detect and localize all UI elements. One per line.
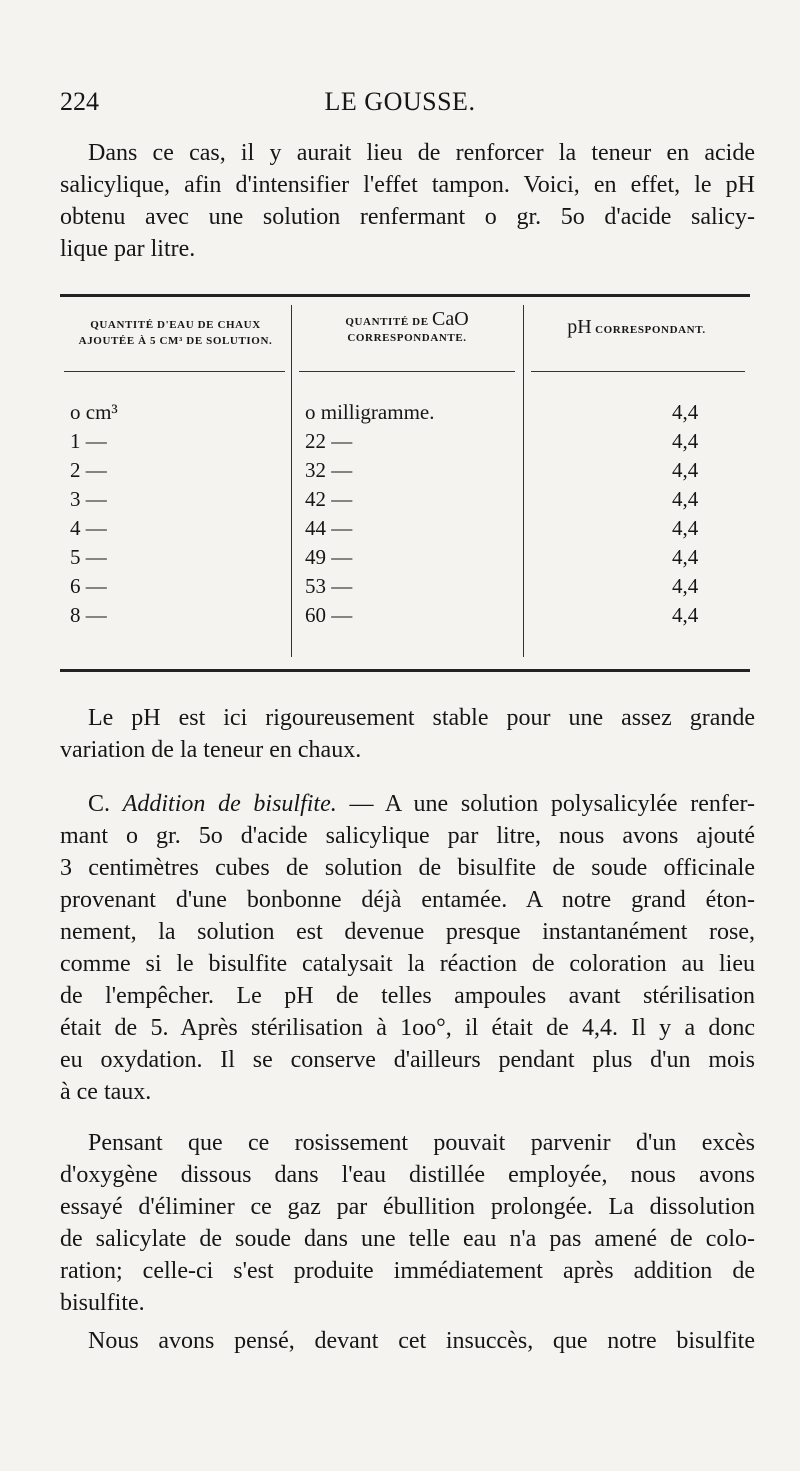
text-line: mant o gr. 5o d'acide salicylique par litre, nous avons ajouté (60, 823, 755, 849)
section-title: Addition de bisulfite. (122, 791, 337, 817)
cell-ph: 4,4 (672, 574, 699, 598)
text-line: provenant d'une bonbonne déjà entamée. A notre grand éton- (60, 887, 755, 913)
paragraph-insucces (60, 1325, 755, 1357)
section-label: C. (88, 791, 111, 817)
text-line: était de 5. Après stérilisation à 1oo°, il était de 4,4. Il y a donc (60, 1015, 755, 1041)
header-line: CORRESPONDANT. (595, 324, 706, 336)
text-line: 3 centimètres cubes de solution de bisulfite de soude officinale (60, 855, 755, 881)
text-line: Le pH est ici rigoureusement stable pour une assez grande (88, 705, 755, 731)
data-table (60, 294, 750, 672)
cell-cao: 44 — (305, 516, 353, 540)
cell-cao: 53 — (305, 574, 353, 598)
cell-cao: 60 — (305, 603, 353, 627)
paragraph-intro (60, 137, 755, 265)
text-line: Dans ce cas, il y aurait lieu de renforcer la teneur en acide (88, 140, 755, 166)
cell-water: 5 — (70, 545, 107, 569)
header-rule (64, 371, 285, 372)
header-rule (531, 371, 745, 372)
cell-water: 8 — (70, 603, 107, 627)
cell-cao: 32 — (305, 458, 353, 482)
header-formula: pH (567, 316, 592, 338)
text-line: bisulfite. (60, 1290, 145, 1316)
cell-ph: 4,4 (672, 603, 699, 627)
header-line: QUANTITÉ D'EAU DE CHAUX (90, 319, 261, 331)
column-header-cao (291, 308, 523, 346)
cell-cao: o milligramme. (305, 400, 435, 424)
text-line: Pensant que ce rosissement pouvait parvenir d'un excès (88, 1130, 755, 1156)
text-line: comme si le bisulfite catalysait la réaction de coloration au lieu (60, 951, 755, 977)
cell-ph: 4,4 (672, 429, 699, 453)
cell-ph: 4,4 (672, 516, 699, 540)
cell-water: 3 — (70, 487, 107, 511)
text-line: de l'empêcher. Le pH de telles ampoules avant stérilisation (60, 983, 755, 1009)
header-line: AJOUTÉE À 5 CM³ DE SOLUTION. (78, 335, 273, 347)
text-line: eu oxydation. Il se conserve d'ailleurs pendant plus d'un mois (60, 1047, 755, 1073)
text-line: à ce taux. (60, 1079, 152, 1105)
header-line: CORRESPONDANTE. (347, 332, 467, 344)
text-line: essayé d'éliminer ce gaz par ébullition prolongée. La dissolution (60, 1194, 755, 1220)
cell-water: 6 — (70, 574, 107, 598)
text-line: d'oxygène dissous dans l'eau distillée employée, nous avons (60, 1162, 755, 1188)
text-line: variation de la teneur en chaux. (60, 737, 362, 763)
cell-ph: 4,4 (672, 545, 699, 569)
column-divider (523, 305, 524, 657)
text-line: salicylique, afin d'intensifier l'effet tampon. Voici, en effet, le pH (60, 172, 755, 198)
page-number: 224 (60, 87, 99, 116)
cell-water: o cm³ (70, 400, 118, 424)
text-line: Nous avons pensé, devant cet insuccès, que notre bisulfite (88, 1328, 755, 1354)
header-rule (299, 371, 515, 372)
column-header-ph (523, 316, 750, 338)
cell-cao: 42 — (305, 487, 353, 511)
section-c-bisulfite (60, 788, 755, 1108)
paragraph-stability (60, 702, 755, 766)
header-formula: CaO (432, 308, 469, 330)
header-line: QUANTITÉ DE (345, 316, 429, 328)
paragraph-rosissement (60, 1127, 755, 1319)
text-line: lique par litre. (60, 236, 196, 262)
cell-cao: 22 — (305, 429, 353, 453)
text-line: ration; celle-ci s'est produite immédiatement après addition de (60, 1258, 755, 1284)
cell-ph: 4,4 (672, 487, 699, 511)
cell-cao: 49 — (305, 545, 353, 569)
column-header-water (60, 317, 291, 349)
text-line: nement, la solution est devenue presque instantanément rose, (60, 919, 755, 945)
cell-ph: 4,4 (672, 400, 699, 424)
section-first-line: — A une solution polysalicylée renfer- (349, 791, 756, 817)
cell-water: 2 — (70, 458, 107, 482)
cell-water: 1 — (70, 429, 107, 453)
column-divider (291, 305, 292, 657)
text-line: de salicylate de soude dans une telle eau n'a pas amené de colo- (60, 1226, 755, 1252)
running-title: LE GOUSSE. (324, 87, 476, 116)
cell-ph: 4,4 (672, 458, 699, 482)
cell-water: 4 — (70, 516, 107, 540)
text-line: obtenu avec une solution renfermant o gr. 5o d'acide salicy- (60, 204, 755, 230)
text-line (60, 788, 755, 820)
